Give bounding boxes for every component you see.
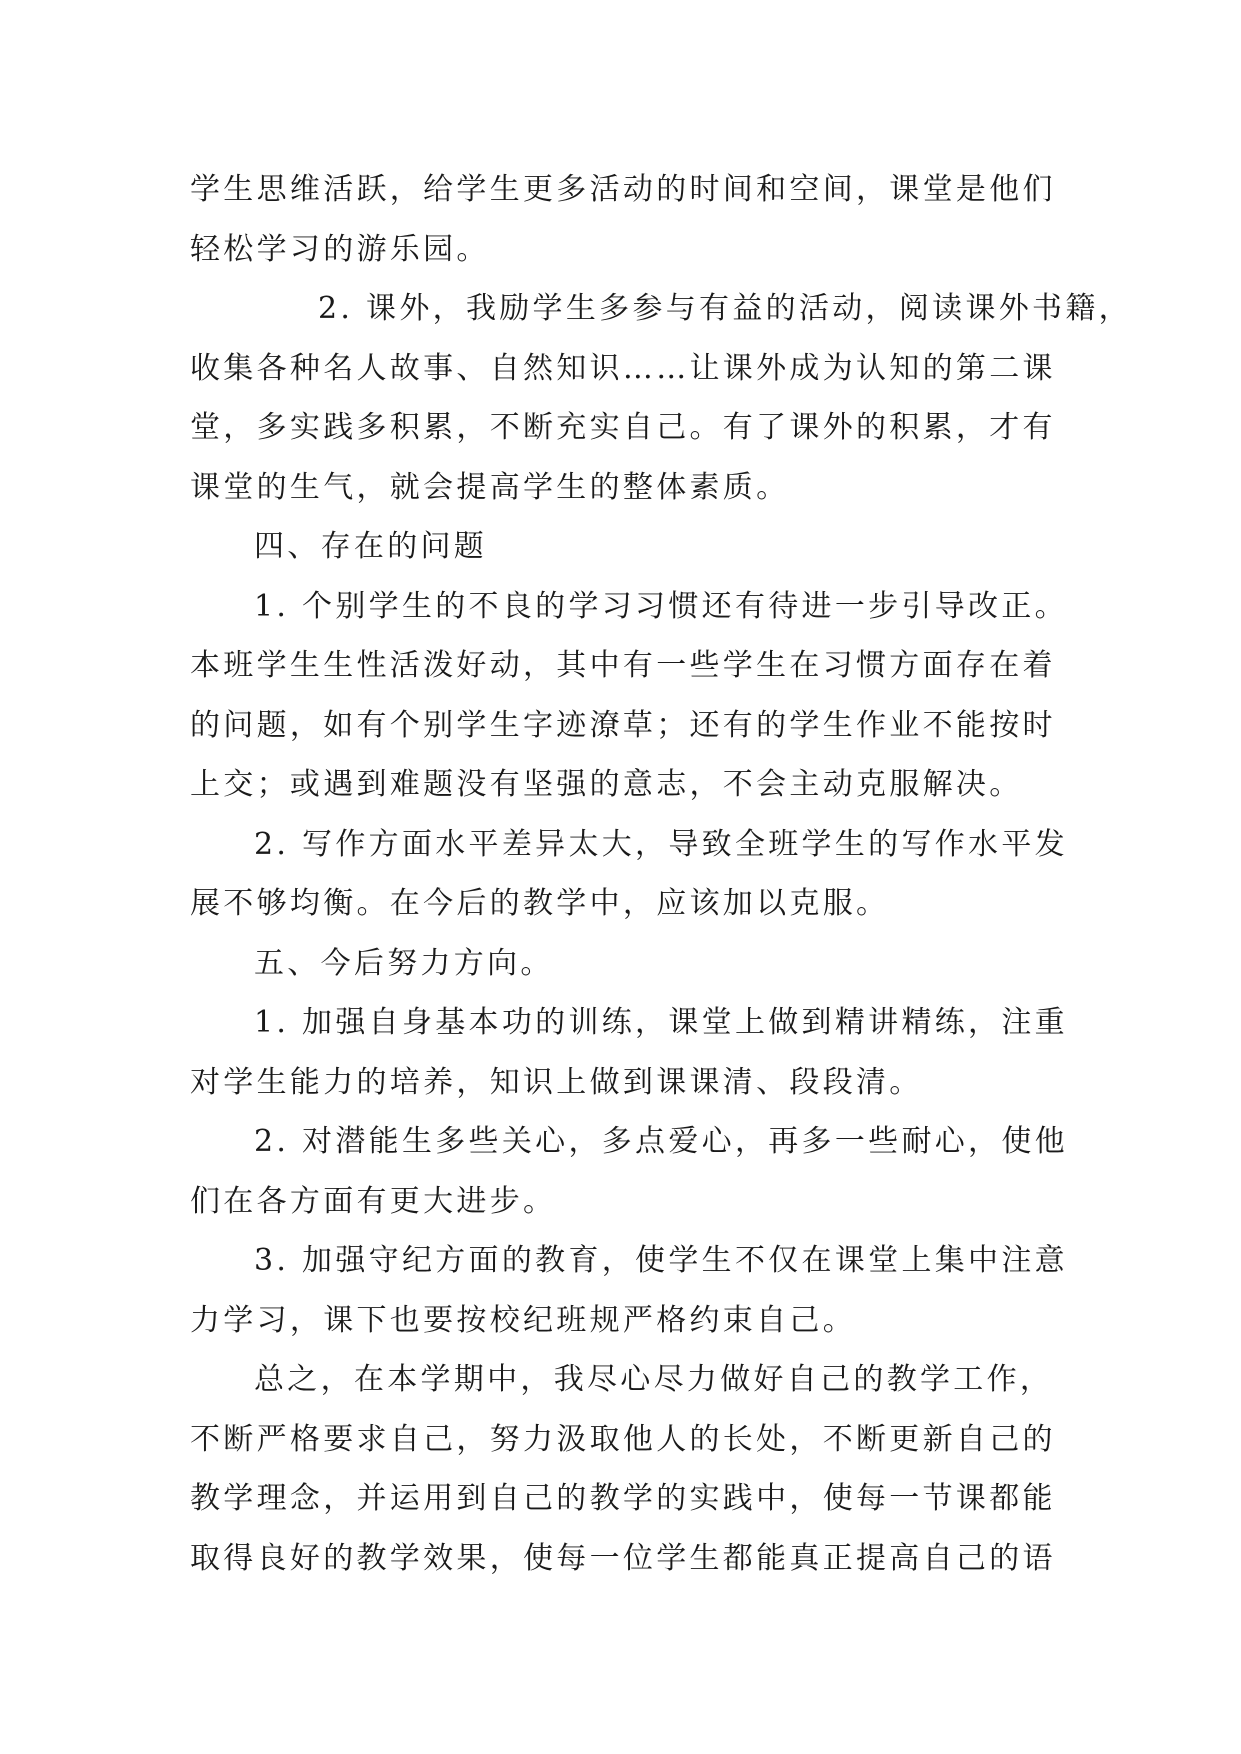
- text-line: 本班学生生性活泼好动，其中有一些学生在习惯方面存在着: [190, 648, 1056, 683]
- paragraph-direction-1: [190, 993, 1068, 1112]
- text-line: 课堂的生气，就会提高学生的整体素质。: [190, 469, 790, 505]
- text-line: 学生思维活跃，给学生更多活动的时间和空间，课堂是他们: [190, 172, 1056, 207]
- text-line: 2. 对潜能生多些关心，多点爱心，再多一些耐心，使他: [254, 1124, 1068, 1159]
- text-line: 3. 加强守纪方面的教育，使学生不仅在课堂上集中注意: [254, 1243, 1068, 1278]
- text-line: 2. 课外，我励学生多参与有益的活动，阅读课外书籍，: [318, 291, 1132, 326]
- paragraph-continuation: [190, 160, 1056, 279]
- text-line: 2. 写作方面水平差异太大，导致全班学生的写作水平发: [254, 826, 1068, 862]
- text-line: 上交；或遇到难题没有坚强的意志，不会主动克服解决。: [190, 767, 1023, 802]
- text-line: 不断严格要求自己，努力汲取他人的长处，不断更新自己的: [190, 1421, 1056, 1457]
- paragraph-problem-1: [190, 577, 1068, 815]
- text-line: 的问题，如有个别学生字迹潦草；还有的学生作业不能按时: [190, 707, 1056, 743]
- text-line: 教学理念，并运用到自己的教学的实践中，使每一节课都能: [190, 1481, 1056, 1516]
- paragraph-direction-3: [190, 1231, 1068, 1350]
- document-body: [190, 160, 1132, 1588]
- section-heading-problems: [190, 517, 1050, 577]
- paragraph-problem-2: [190, 815, 1068, 934]
- text-line: 取得良好的教学效果，使每一位学生都能真正提高自己的语: [190, 1540, 1056, 1576]
- text-line: 力学习，课下也要按校纪班规严格约束自己。: [190, 1302, 856, 1338]
- text-line: 1. 个别学生的不良的学习习惯还有待进一步引导改正。: [254, 588, 1068, 624]
- text-line: 总之，在本学期中，我尽心尽力做好自己的教学工作，: [254, 1362, 1054, 1397]
- text-line: 们在各方面有更大进步。: [190, 1183, 557, 1219]
- text-line: 轻松学习的游乐园。: [190, 231, 490, 267]
- paragraph-summary: [190, 1350, 1056, 1588]
- text-line: 堂，多实践多积累，不断充实自己。有了课外的积累，才有: [190, 410, 1056, 445]
- paragraph-extracurricular: [190, 279, 1132, 517]
- section-heading-directions: [190, 934, 1050, 994]
- text-line: 收集各种名人故事、自然知识……让课外成为认知的第二课: [190, 350, 1056, 386]
- text-line: 1. 加强自身基本功的训练，课堂上做到精讲精练，注重: [254, 1005, 1068, 1040]
- text-line: 展不够均衡。在今后的教学中，应该加以克服。: [190, 886, 890, 921]
- section-heading: 四、存在的问题: [254, 529, 488, 564]
- paragraph-direction-2: [190, 1112, 1068, 1231]
- text-line: 对学生能力的培养，知识上做到课课清、段段清。: [190, 1064, 923, 1100]
- section-heading: 五、今后努力方向。: [254, 945, 554, 981]
